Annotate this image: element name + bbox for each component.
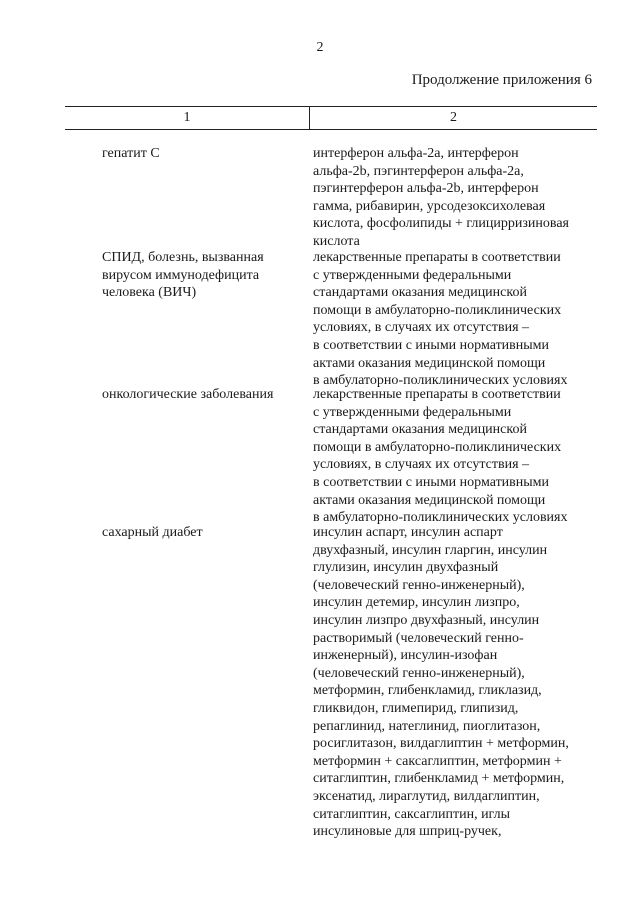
drug-line: инсулин детемир, инсулин лизпро, (313, 595, 520, 611)
drug-line: инсулин аспарт, инсулин аспарт (313, 525, 503, 540)
drug-line: росиглитазон, вилдаглиптин + метформин, (313, 736, 569, 752)
drug-line: ситаглиптин, глибенкламид + метформин, (313, 771, 565, 787)
drug-line: актами оказания медицинской помощи (313, 355, 546, 371)
drug-line: инсулин лизпро двухфазный, инсулин (313, 612, 540, 628)
drug-line: (человеческий генно-инженерный), (313, 665, 525, 681)
continuation-label: Продолжение приложения 6 (411, 72, 592, 88)
drug-line: интерферон альфа-2а, интерферон (313, 146, 519, 161)
drug-line: ситаглиптин, саксаглиптин, иглы (313, 806, 510, 822)
drug-line: помощи в амбулаторно-поликлинических (313, 439, 562, 455)
disease-cell: онкологические заболевания (102, 387, 274, 402)
drug-line: кислота (313, 233, 360, 249)
drugs-cell (313, 145, 603, 251)
drug-line: в соответствии с иными нормативными (313, 337, 550, 353)
column-header-2: 2 (450, 110, 457, 125)
drug-line: гамма, рибавирин, урсодезоксихолевая (313, 198, 546, 214)
drug-line: в амбулаторно-поликлинических условиях (313, 510, 568, 526)
disease-cell: сахарный диабет (102, 525, 203, 540)
drug-line: метформин, глибенкламид, гликлазид, (313, 683, 542, 699)
drug-line: репаглинид, натеглинид, пиоглитазон, (313, 718, 541, 734)
drug-line: метформин + саксаглиптин, метформин + (313, 753, 562, 769)
drug-line: условиях, в случаях их отсутствия – (313, 320, 530, 336)
drugs-cell (313, 386, 603, 527)
drug-line: альфа-2b, пэгинтерферон альфа-2а, (313, 163, 524, 179)
disease-cell: СПИД, болезнь, вызванная вирусом иммунодефицита человека (ВИЧ) (102, 250, 264, 301)
drug-line: стандартами оказания медицинской (313, 285, 527, 301)
page-number: 2 (316, 40, 324, 55)
drug-line: условиях, в случаях их отсутствия – (313, 457, 530, 473)
drug-line: лекарственные препараты в соответствии (313, 387, 561, 402)
drug-line: лекарственные препараты в соответствии (313, 250, 561, 265)
drug-line: инженерный), инсулин-изофан (313, 648, 498, 664)
drug-line: глулизин, инсулин двухфазный (313, 560, 499, 576)
drug-line: с утвержденными федеральными (313, 404, 512, 420)
drugs-cell (313, 524, 603, 841)
drug-line: в соответствии с иными нормативными (313, 474, 550, 490)
drug-line: (человеческий генно-инженерный), (313, 577, 525, 593)
drug-line: с утвержденными федеральными (313, 267, 512, 283)
drug-line: актами оказания медицинской помощи (313, 492, 546, 508)
drug-line: двухфазный, инсулин гларгин, инсулин (313, 542, 548, 558)
column-header-1: 1 (65, 107, 310, 129)
drug-line: гликвидон, глимепирид, глипизид, (313, 700, 519, 716)
disease-cell: гепатит С (102, 146, 160, 161)
drug-line: инсулиновые для шприц-ручек, (313, 824, 502, 840)
drug-line: пэгинтерферон альфа-2b, интерферон (313, 181, 539, 197)
drug-line: эксенатид, лираглутид, вилдаглиптин, (313, 788, 540, 804)
drugs-cell (313, 249, 603, 390)
drug-line: кислота, фосфолипиды + глицирризиновая (313, 216, 569, 232)
drug-line: помощи в амбулаторно-поликлинических (313, 302, 562, 318)
drug-line: растворимый (человеческий генно- (313, 630, 524, 646)
table-header (65, 106, 597, 130)
drug-line: в амбулаторно-поликлинических условиях (313, 373, 568, 389)
drug-line: стандартами оказания медицинской (313, 422, 527, 438)
